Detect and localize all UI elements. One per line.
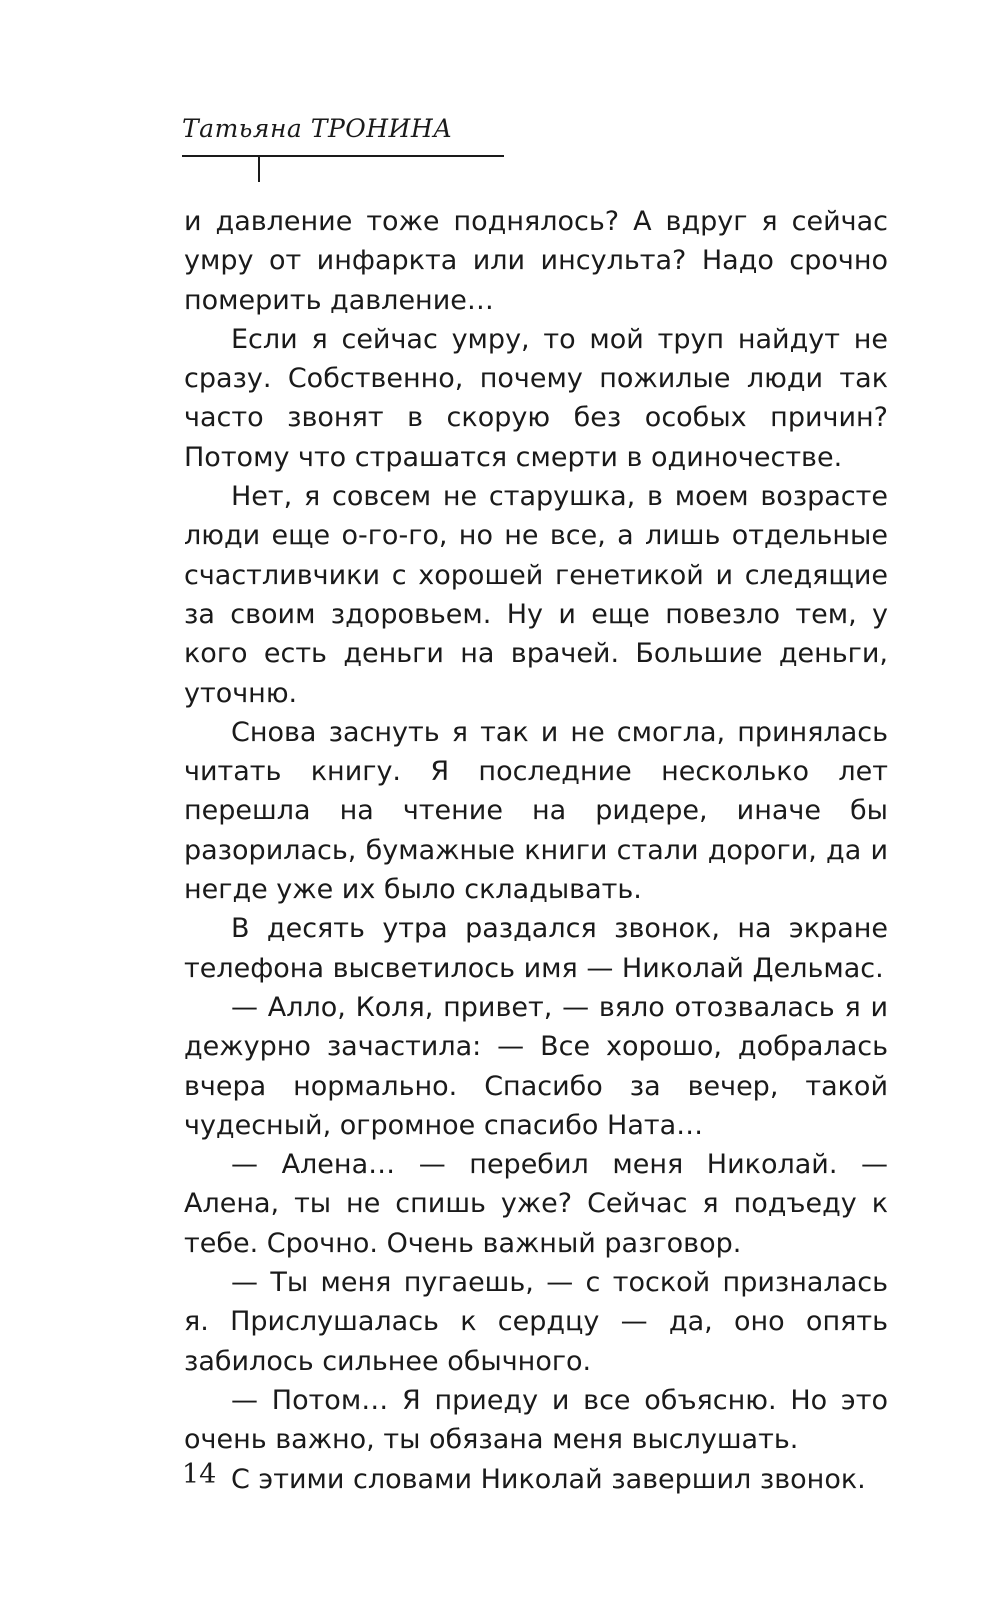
paragraph: Снова заснуть я так и не смогла, принялась читать книгу. Я последние несколько лет перешла на чтение на ридере, иначе бы разорилась, бумажные книги стали дороги, да и негде уже их было складывать. <box>184 716 888 906</box>
paragraph: Если я сейчас умру, то мой труп найдут не сразу. Собственно, почему пожилые люди так часто звонят в скорую без особых причин? Потому что страшатся смерти в одиночестве. <box>184 323 888 473</box>
paragraph: С этими словами Николай завершил звонок. <box>231 1463 866 1495</box>
running-header <box>182 112 502 146</box>
header-rule <box>182 155 504 157</box>
paragraph: — Алена… — перебил меня Николай. — Алена, ты не спишь уже? Сейчас я подъеду к тебе. Срочно. Очень важный разговор. <box>184 1149 888 1259</box>
paragraph: и давление тоже поднялось? А вдруг я сейчас умру от инфаркта или инсульта? Надо срочно померить давление… <box>184 206 888 316</box>
body-text <box>184 202 888 1499</box>
page-number: 14 <box>182 1459 217 1490</box>
paragraph: — Ты меня пугаешь, — с тоской призналась я. Прислушалась к сердцу — да, оно опять забилось сильнее обычного. <box>184 1267 888 1377</box>
paragraph: Нет, я совсем не старушка, в моем возрасте люди еще о-го-го, но не все, а лишь отдельные счастливчики с хорошей генетикой и следящие за своим здоровьем. Ну и еще повезло тем, у кого есть деньги на врачей. Большие деньги, уточню. <box>184 481 888 709</box>
author-name: Татьяна ТРОНИНА <box>182 114 453 143</box>
paragraph: В десять утра раздался звонок, на экране телефона высветилось имя — Николай Дельмас. <box>184 913 888 984</box>
header-tick <box>258 156 260 182</box>
paragraph: — Алло, Коля, привет, — вяло отозвалась я и дежурно зачастила: — Все хорошо, добралась вчера нормально. Спасибо за вечер, такой чудесный, огромное спасибо Ната… <box>184 991 888 1141</box>
paragraph: — Потом… Я приеду и все объясню. Но это очень важно, ты обязана меня выслушать. <box>184 1384 888 1456</box>
